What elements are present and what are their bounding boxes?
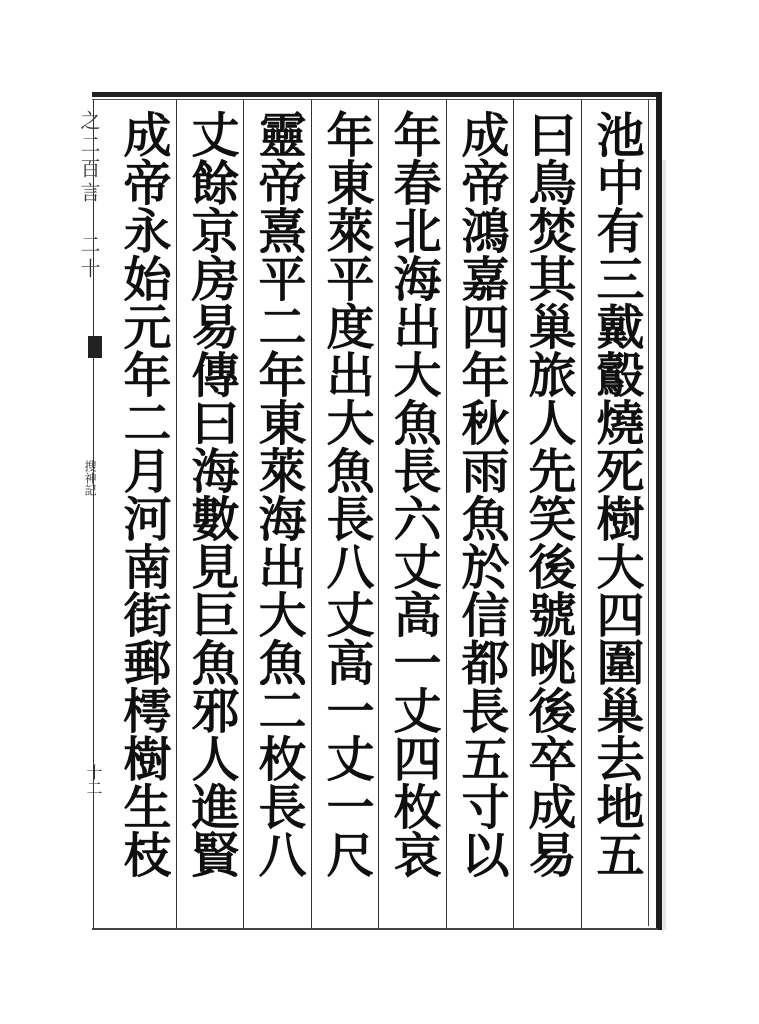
column-rule: [581, 100, 582, 928]
text-column-4: 年春北海出大魚長六丈高一丈四枚哀: [385, 110, 441, 878]
scan-shadow: [662, 160, 666, 930]
column-rule: [446, 100, 447, 928]
top-border: [92, 92, 658, 97]
text-column-3: 成帝鴻嘉四年秋雨魚於信都長五寸以: [453, 110, 509, 878]
text-column-1: 池中有三戴鷇燒死樹大四圍巢去地五: [588, 110, 644, 878]
column-rule: [513, 100, 514, 928]
fish-tail-marker-icon: [88, 336, 102, 358]
column-rule: [176, 100, 177, 928]
text-column-6: 靈帝熹平二年東萊海出大魚二枚長八: [250, 110, 306, 878]
text-column-2: 曰鳥焚其巢旅人先笑後號咷後卒成易: [520, 110, 576, 878]
right-border-inner: [648, 100, 649, 926]
fold-page-number: 十二: [84, 764, 103, 796]
column-rule: [378, 100, 379, 928]
text-column-8: 成帝永始元年二月河南街郵樗樹生枝: [115, 110, 171, 878]
column-rule: [311, 100, 312, 928]
fold-title: 之二百言 二十: [77, 110, 101, 282]
fold-book-title: 搜神記: [83, 460, 97, 496]
text-column-7: 丈餘京房易傳曰海數見巨魚邪人進賢: [183, 110, 239, 878]
column-rule: [243, 100, 244, 928]
bottom-border: [92, 928, 658, 930]
text-column-5: 年東萊平度出大魚長八丈高一丈一尺: [318, 110, 374, 878]
